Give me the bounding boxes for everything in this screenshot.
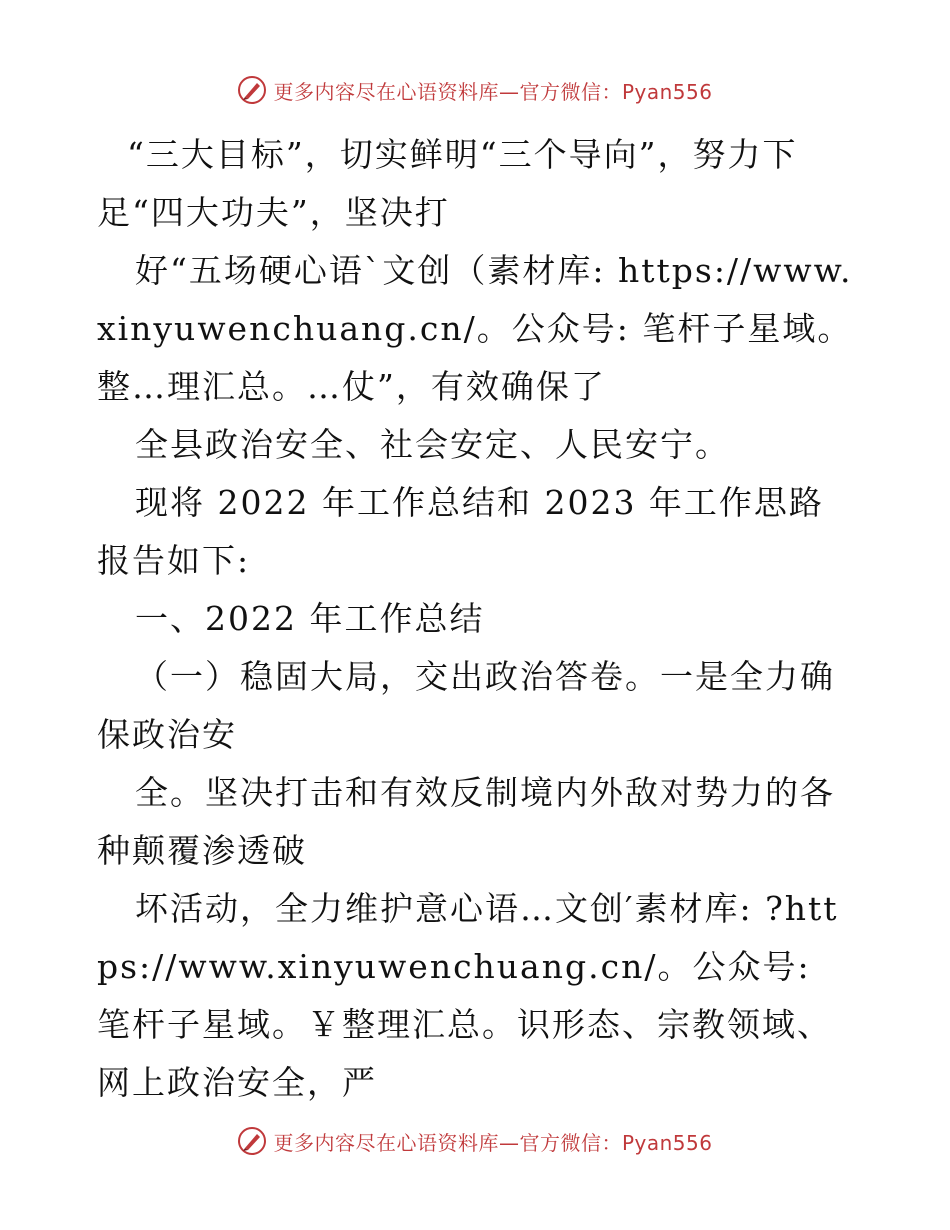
paragraph-2: 好“五场硬心语ˋ文创（素材库: https://www.xinyuwenchuang.cn/。公众号: 笔杆子星域。整…理汇总。…仗”，有效确保了: [97, 251, 853, 406]
document-body: [97, 126, 857, 1112]
footer-banner: [0, 1123, 950, 1159]
header-banner: [0, 72, 950, 108]
section-heading: 一、2022 年工作总结: [135, 599, 485, 638]
header-banner-text: 更多内容尽在心语资料库—官方微信：Pyan556: [273, 79, 713, 104]
paragraph-3: 全县政治安全、社会安定、人民安宁。: [135, 425, 730, 464]
pen-logo-icon: [237, 75, 267, 105]
paragraph-6: 全。坚决打击和有效反制境内外敌对势力的各种颠覆渗透破: [97, 773, 835, 870]
paragraph-7: 坏活动，全力维护意心语…文创′素材库: ?https://www.xinyuwenchuang.cn/。公众号: 笔杆子星域。￥整理汇总。识形态、宗教领域、网上政治安全，严: [97, 889, 839, 1102]
paragraph-5: （一）稳固大局，交出政治答卷。一是全力确保政治安: [97, 657, 835, 754]
footer-banner-text: 更多内容尽在心语资料库—官方微信：Pyan556: [273, 1130, 713, 1155]
paragraph-1: “三大目标”，切实鲜明“三个导向”，努力下足“四大功夫”，坚决打: [97, 135, 798, 232]
paragraph-4: 现将 2022 年工作总结和 2023 年工作思路报告如下:: [97, 483, 824, 580]
pen-logo-icon: [237, 1126, 267, 1156]
